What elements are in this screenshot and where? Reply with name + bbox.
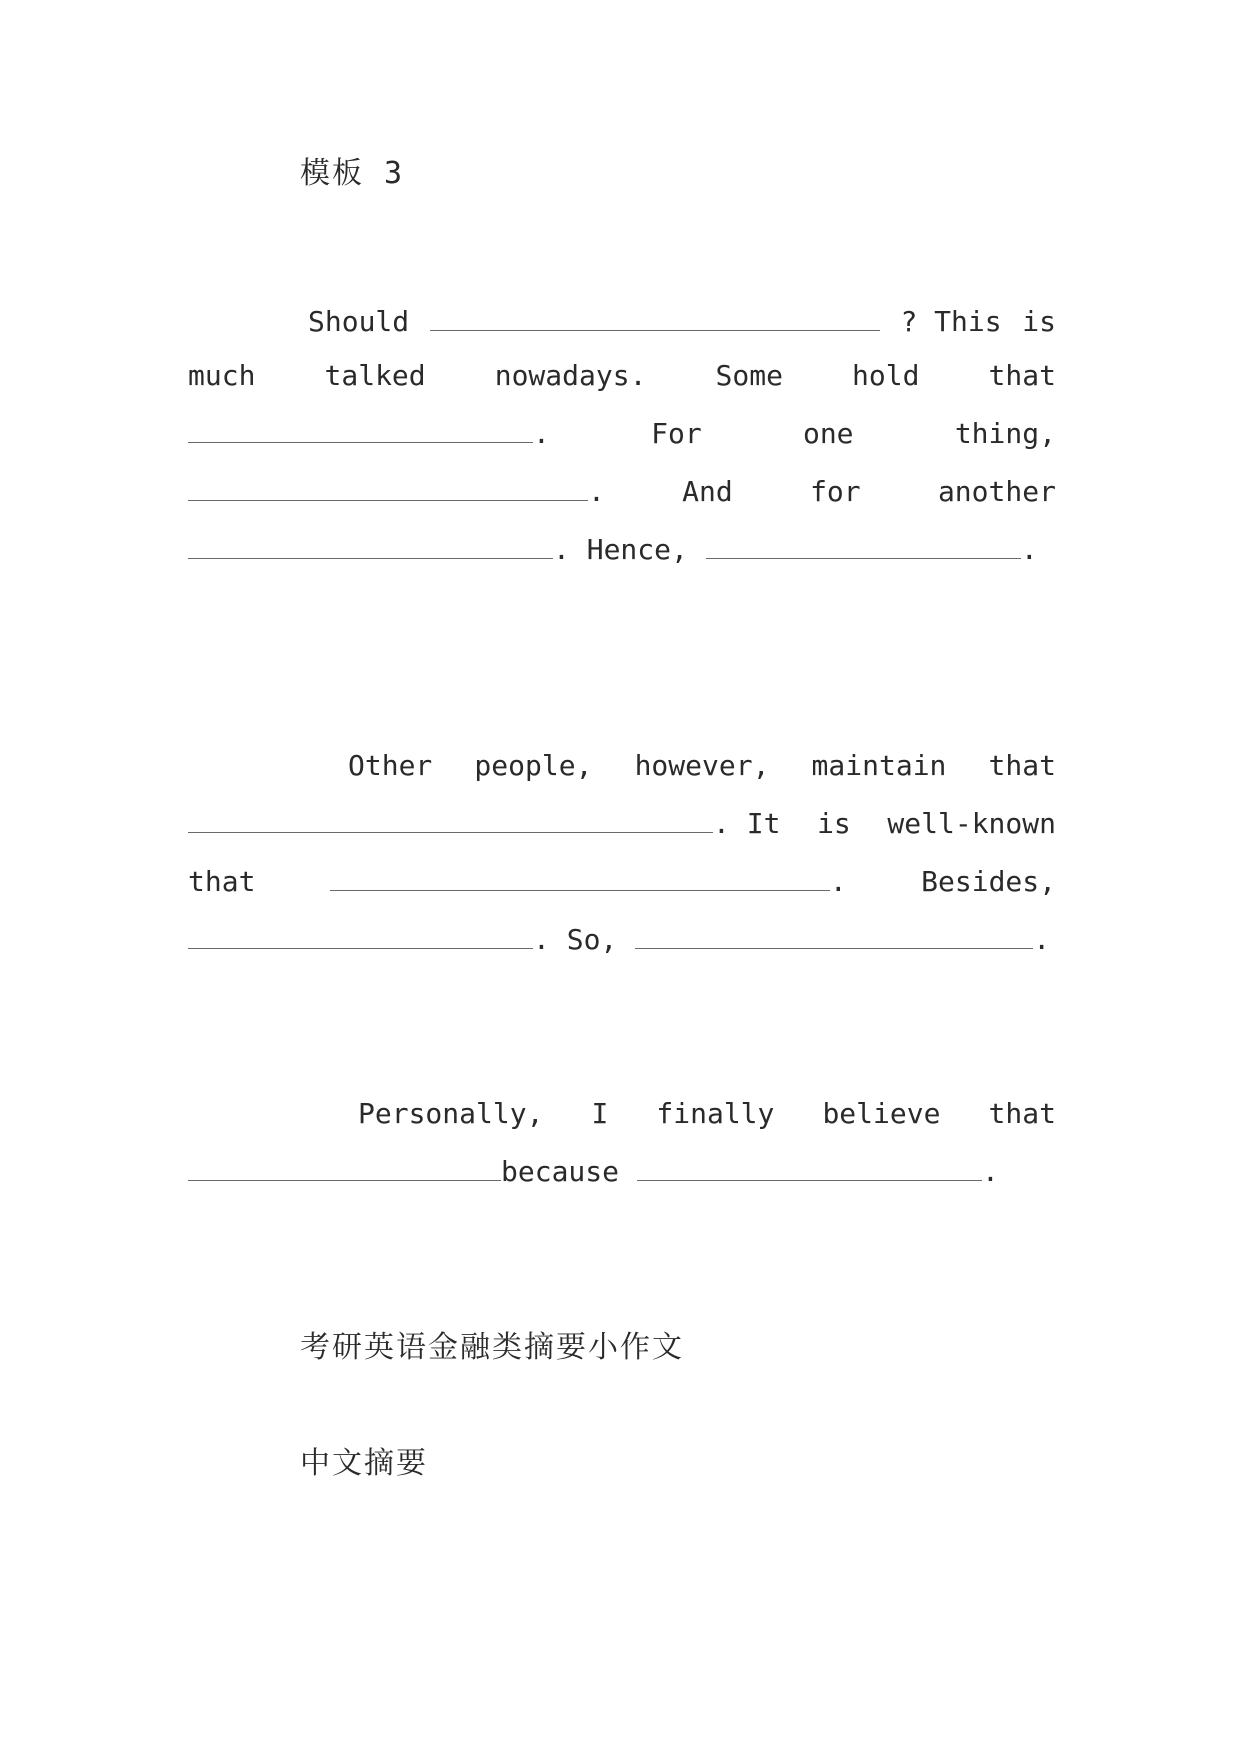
fill-in-blank[interactable] bbox=[188, 414, 533, 443]
p3-line-1 bbox=[188, 1094, 1056, 1134]
p1-word: . Hence, bbox=[553, 533, 688, 566]
p1-word: much bbox=[188, 359, 256, 392]
p2-word: that bbox=[188, 865, 256, 898]
p1-word: for bbox=[810, 475, 861, 508]
p1-word: . bbox=[533, 417, 550, 450]
fill-in-blank[interactable] bbox=[188, 1152, 501, 1181]
fill-in-blank[interactable] bbox=[706, 530, 1021, 559]
p1-word: one bbox=[802, 417, 854, 450]
p1-word: Some bbox=[715, 359, 783, 392]
p3-word: believe bbox=[822, 1097, 941, 1130]
p2-word: . bbox=[1033, 923, 1051, 956]
fill-in-blank[interactable] bbox=[188, 920, 533, 949]
p2-word: well-known bbox=[887, 807, 1056, 840]
p2-word: that bbox=[988, 749, 1056, 782]
p1-word: talked bbox=[324, 359, 426, 392]
fill-in-blank[interactable] bbox=[430, 302, 880, 331]
p2-line-2 bbox=[188, 804, 1056, 844]
p1-word: nowadays. bbox=[494, 359, 647, 392]
p2-word: is bbox=[817, 807, 851, 840]
p1-line-4 bbox=[188, 472, 1056, 512]
p1-word: hold bbox=[852, 359, 920, 392]
fill-in-blank[interactable] bbox=[330, 862, 830, 891]
template-heading: 模板 3 bbox=[300, 156, 405, 191]
p2-line-1 bbox=[188, 746, 1056, 786]
p1-word: another bbox=[937, 475, 1056, 508]
p2-word: however, bbox=[634, 749, 770, 782]
p2-word: . bbox=[829, 865, 847, 898]
p3-word: I bbox=[591, 1097, 609, 1130]
p1-word: Should bbox=[308, 305, 410, 338]
p1-word: ? This bbox=[900, 305, 1002, 338]
p3-word: finally bbox=[656, 1097, 775, 1130]
fill-in-blank[interactable] bbox=[188, 530, 553, 559]
p3-word: because bbox=[501, 1155, 620, 1188]
p1-word: . bbox=[1020, 533, 1038, 566]
p3-word: Personally, bbox=[358, 1097, 544, 1130]
p2-word: . It bbox=[713, 807, 781, 840]
p2-word: Other bbox=[348, 749, 433, 782]
p2-word: . So, bbox=[533, 923, 618, 956]
p2-word: people, bbox=[474, 749, 593, 782]
p1-word: thing, bbox=[954, 417, 1056, 450]
p1-line-2 bbox=[188, 356, 1056, 396]
p2-line-4 bbox=[188, 920, 1056, 960]
p1-line-1 bbox=[188, 302, 1056, 342]
p1-word: . bbox=[588, 475, 605, 508]
p1-line-5 bbox=[188, 530, 1056, 570]
p3-word: that bbox=[988, 1097, 1056, 1130]
p1-word: that bbox=[988, 359, 1056, 392]
p1-word: For bbox=[651, 417, 702, 450]
p1-word: And bbox=[682, 475, 733, 508]
subsection-title: 中文摘要 bbox=[300, 1446, 428, 1481]
fill-in-blank[interactable] bbox=[637, 1152, 982, 1181]
p1-word: is bbox=[1022, 305, 1056, 338]
p3-word: . bbox=[982, 1155, 999, 1188]
p2-line-3 bbox=[188, 862, 1056, 902]
p3-line-2 bbox=[188, 1152, 1056, 1192]
fill-in-blank[interactable] bbox=[188, 804, 713, 833]
p2-word: maintain bbox=[811, 749, 947, 782]
p2-word: Besides, bbox=[921, 865, 1056, 898]
fill-in-blank[interactable] bbox=[635, 920, 1033, 949]
fill-in-blank[interactable] bbox=[188, 472, 588, 501]
section-title: 考研英语金融类摘要小作文 bbox=[300, 1330, 684, 1365]
p1-line-3 bbox=[188, 414, 1056, 454]
